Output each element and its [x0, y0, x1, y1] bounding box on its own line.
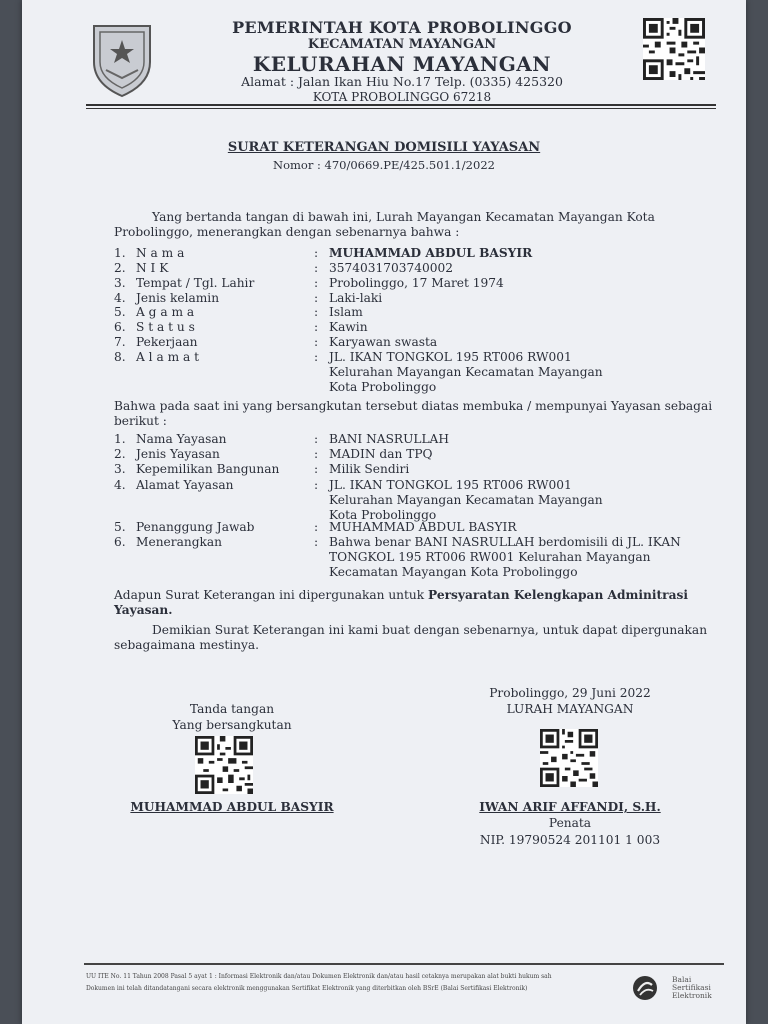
detail-label: A l a m a t	[136, 350, 200, 364]
detail-colon: :	[314, 246, 319, 260]
city-emblem-icon	[90, 22, 154, 98]
detail-label: Menerangkan	[136, 535, 222, 549]
header-district: KECAMATAN MAYANGAN	[307, 37, 497, 52]
detail-number: 5.	[114, 305, 126, 319]
detail-colon: :	[314, 447, 319, 461]
detail-value: MUHAMMAD ABDUL BASYIR	[329, 520, 517, 534]
detail-number: 6.	[114, 320, 126, 334]
bsre-line-3: Elektronik	[672, 991, 712, 1000]
detail-value: Probolinggo, 17 Maret 1974	[329, 276, 504, 290]
detail-colon: :	[314, 535, 319, 549]
detail-label: A g a m a	[136, 305, 195, 319]
detail-number: 4.	[114, 291, 126, 305]
detail-value: Bahwa benar BANI NASRULLAH berdomisili di JL. IKAN TONGKOL 195 RT006 RW001 Kelurahan Mayangan Kecamatan Mayangan Kota Probolinggo	[329, 535, 681, 579]
detail-label: Jenis Yayasan	[136, 447, 220, 461]
detail-colon: :	[314, 478, 319, 492]
detail-colon: :	[314, 335, 319, 349]
detail-number: 3.	[114, 462, 126, 476]
detail-value: Karyawan swasta	[329, 335, 438, 349]
detail-value: BANI NASRULLAH	[329, 432, 449, 446]
detail-number: 2.	[114, 447, 126, 461]
left-signer-name: MUHAMMAD ABDUL BASYIR	[130, 800, 334, 814]
detail-number: 8.	[114, 350, 126, 364]
detail-number: 1.	[114, 246, 126, 260]
detail-label: Jenis kelamin	[136, 291, 220, 305]
footer-note-1: UU ITE No. 11 Tahun 2008 Pasal 5 ayat 1 : Informasi Elektronik dan/atau Dokumen Elektronik dan/atau hasil cetaknya merupakan alat bukti hukum sah	[86, 973, 552, 980]
detail-label: N a m a	[136, 246, 185, 260]
detail-label: Tempat / Tgl. Lahir	[136, 276, 255, 290]
purpose-bold-text: Persyaratan Kelengkapan Adminitrasi Yayasan.	[114, 588, 688, 617]
detail-value: 3574031703740002	[329, 261, 454, 275]
purpose-text: Adapun Surat Keterangan ini dipergunakan untuk	[114, 588, 429, 602]
detail-number: 1.	[114, 432, 126, 446]
intro-paragraph: Yang bertanda tangan di bawah ini, Lurah Mayangan Kecamatan Mayangan Kota Probolinggo, menerangkan dengan sebenarnya bahwa :	[114, 210, 655, 239]
right-signer-name: IWAN ARIF AFFANDI, S.H.	[479, 800, 661, 814]
detail-colon: :	[314, 350, 319, 364]
detail-colon: :	[314, 276, 319, 290]
header-address: Alamat : Jalan Ikan Hiu No.17 Telp. (0335) 425320	[241, 74, 563, 89]
detail-label: Penanggung Jawab	[136, 520, 255, 534]
qr-code-icon	[540, 729, 598, 787]
detail-value: Laki-laki	[329, 291, 383, 305]
left-sign-caption-1: Tanda tangan	[189, 702, 275, 716]
bsre-label	[672, 976, 712, 1000]
left-sign-caption-2: Yang bersangkutan	[172, 718, 292, 732]
signer-role: LURAH MAYANGAN	[506, 702, 634, 716]
detail-number: 4.	[114, 478, 126, 492]
detail-colon: :	[314, 320, 319, 334]
qr-code-icon	[195, 736, 253, 794]
detail-value: JL. IKAN TONGKOL 195 RT006 RW001 Kelurahan Mayangan Kecamatan Mayangan Kota Probolinggo	[329, 350, 603, 394]
letter-title: SURAT KETERANGAN DOMISILI YAYASAN	[227, 140, 541, 155]
bsre-line-2: Sertifikasi	[672, 983, 711, 992]
detail-colon: :	[314, 520, 319, 534]
detail-colon: :	[314, 291, 319, 305]
signer-rank: Penata	[548, 816, 592, 830]
detail-colon: :	[314, 305, 319, 319]
middle-paragraph: Bahwa pada saat ini yang bersangkutan tersebut diatas membuka / mempunyai Yayasan sebagai berikut :	[114, 399, 713, 428]
purpose-paragraph	[114, 588, 714, 618]
bsre-logo-icon	[632, 975, 658, 1001]
detail-number: 7.	[114, 335, 126, 349]
detail-number: 6.	[114, 535, 126, 549]
detail-value: MADIN dan TPQ	[329, 447, 433, 461]
detail-label: S t a t u s	[136, 320, 195, 334]
detail-value: Islam	[329, 305, 363, 319]
header-village: KELURAHAN MAYANGAN	[252, 52, 552, 76]
header-divider	[86, 104, 716, 106]
detail-number: 2.	[114, 261, 126, 275]
detail-label: Pekerjaan	[136, 335, 198, 349]
detail-label: Alamat Yayasan	[136, 478, 234, 492]
closing-paragraph: Demikian Surat Keterangan ini kami buat dengan sebenarnya, untuk dapat dipergunakan sebagaimana mestinya.	[114, 623, 708, 652]
detail-colon: :	[314, 432, 319, 446]
document-page	[22, 0, 746, 1024]
qr-code-icon	[642, 18, 706, 80]
detail-value: JL. IKAN TONGKOL 195 RT006 RW001 Kelurahan Mayangan Kecamatan Mayangan Kota Probolinggo	[329, 478, 603, 522]
detail-label: Nama Yayasan	[136, 432, 227, 446]
detail-label: N I K	[136, 261, 169, 275]
footer-divider	[84, 963, 724, 965]
footer-note-2: Dokumen ini telah ditandatangani secara elektronik menggunakan Sertifikat Elektronik yang diterbitkan oleh BSrE (Balai Sertifikasi Elektronik)	[86, 985, 528, 992]
place-date: Probolinggo, 29 Juni 2022	[489, 686, 651, 700]
bsre-line-1: Balai	[672, 975, 692, 984]
detail-colon: :	[314, 462, 319, 476]
detail-label: Kepemilikan Bangunan	[136, 462, 280, 476]
detail-number: 3.	[114, 276, 126, 290]
detail-number: 5.	[114, 520, 126, 534]
detail-colon: :	[314, 261, 319, 275]
detail-value: Kawin	[329, 320, 368, 334]
signer-nip: NIP. 19790524 201101 1 003	[479, 833, 661, 847]
detail-value: Milik Sendiri	[329, 462, 410, 476]
header-divider-thin	[86, 108, 716, 109]
header-government: PEMERINTAH KOTA PROBOLINGGO	[232, 18, 572, 37]
header-city: KOTA PROBOLINGGO 67218	[312, 90, 492, 104]
letter-number: Nomor : 470/0669.PE/425.501.1/2022	[273, 158, 495, 172]
detail-value: MUHAMMAD ABDUL BASYIR	[329, 246, 533, 260]
